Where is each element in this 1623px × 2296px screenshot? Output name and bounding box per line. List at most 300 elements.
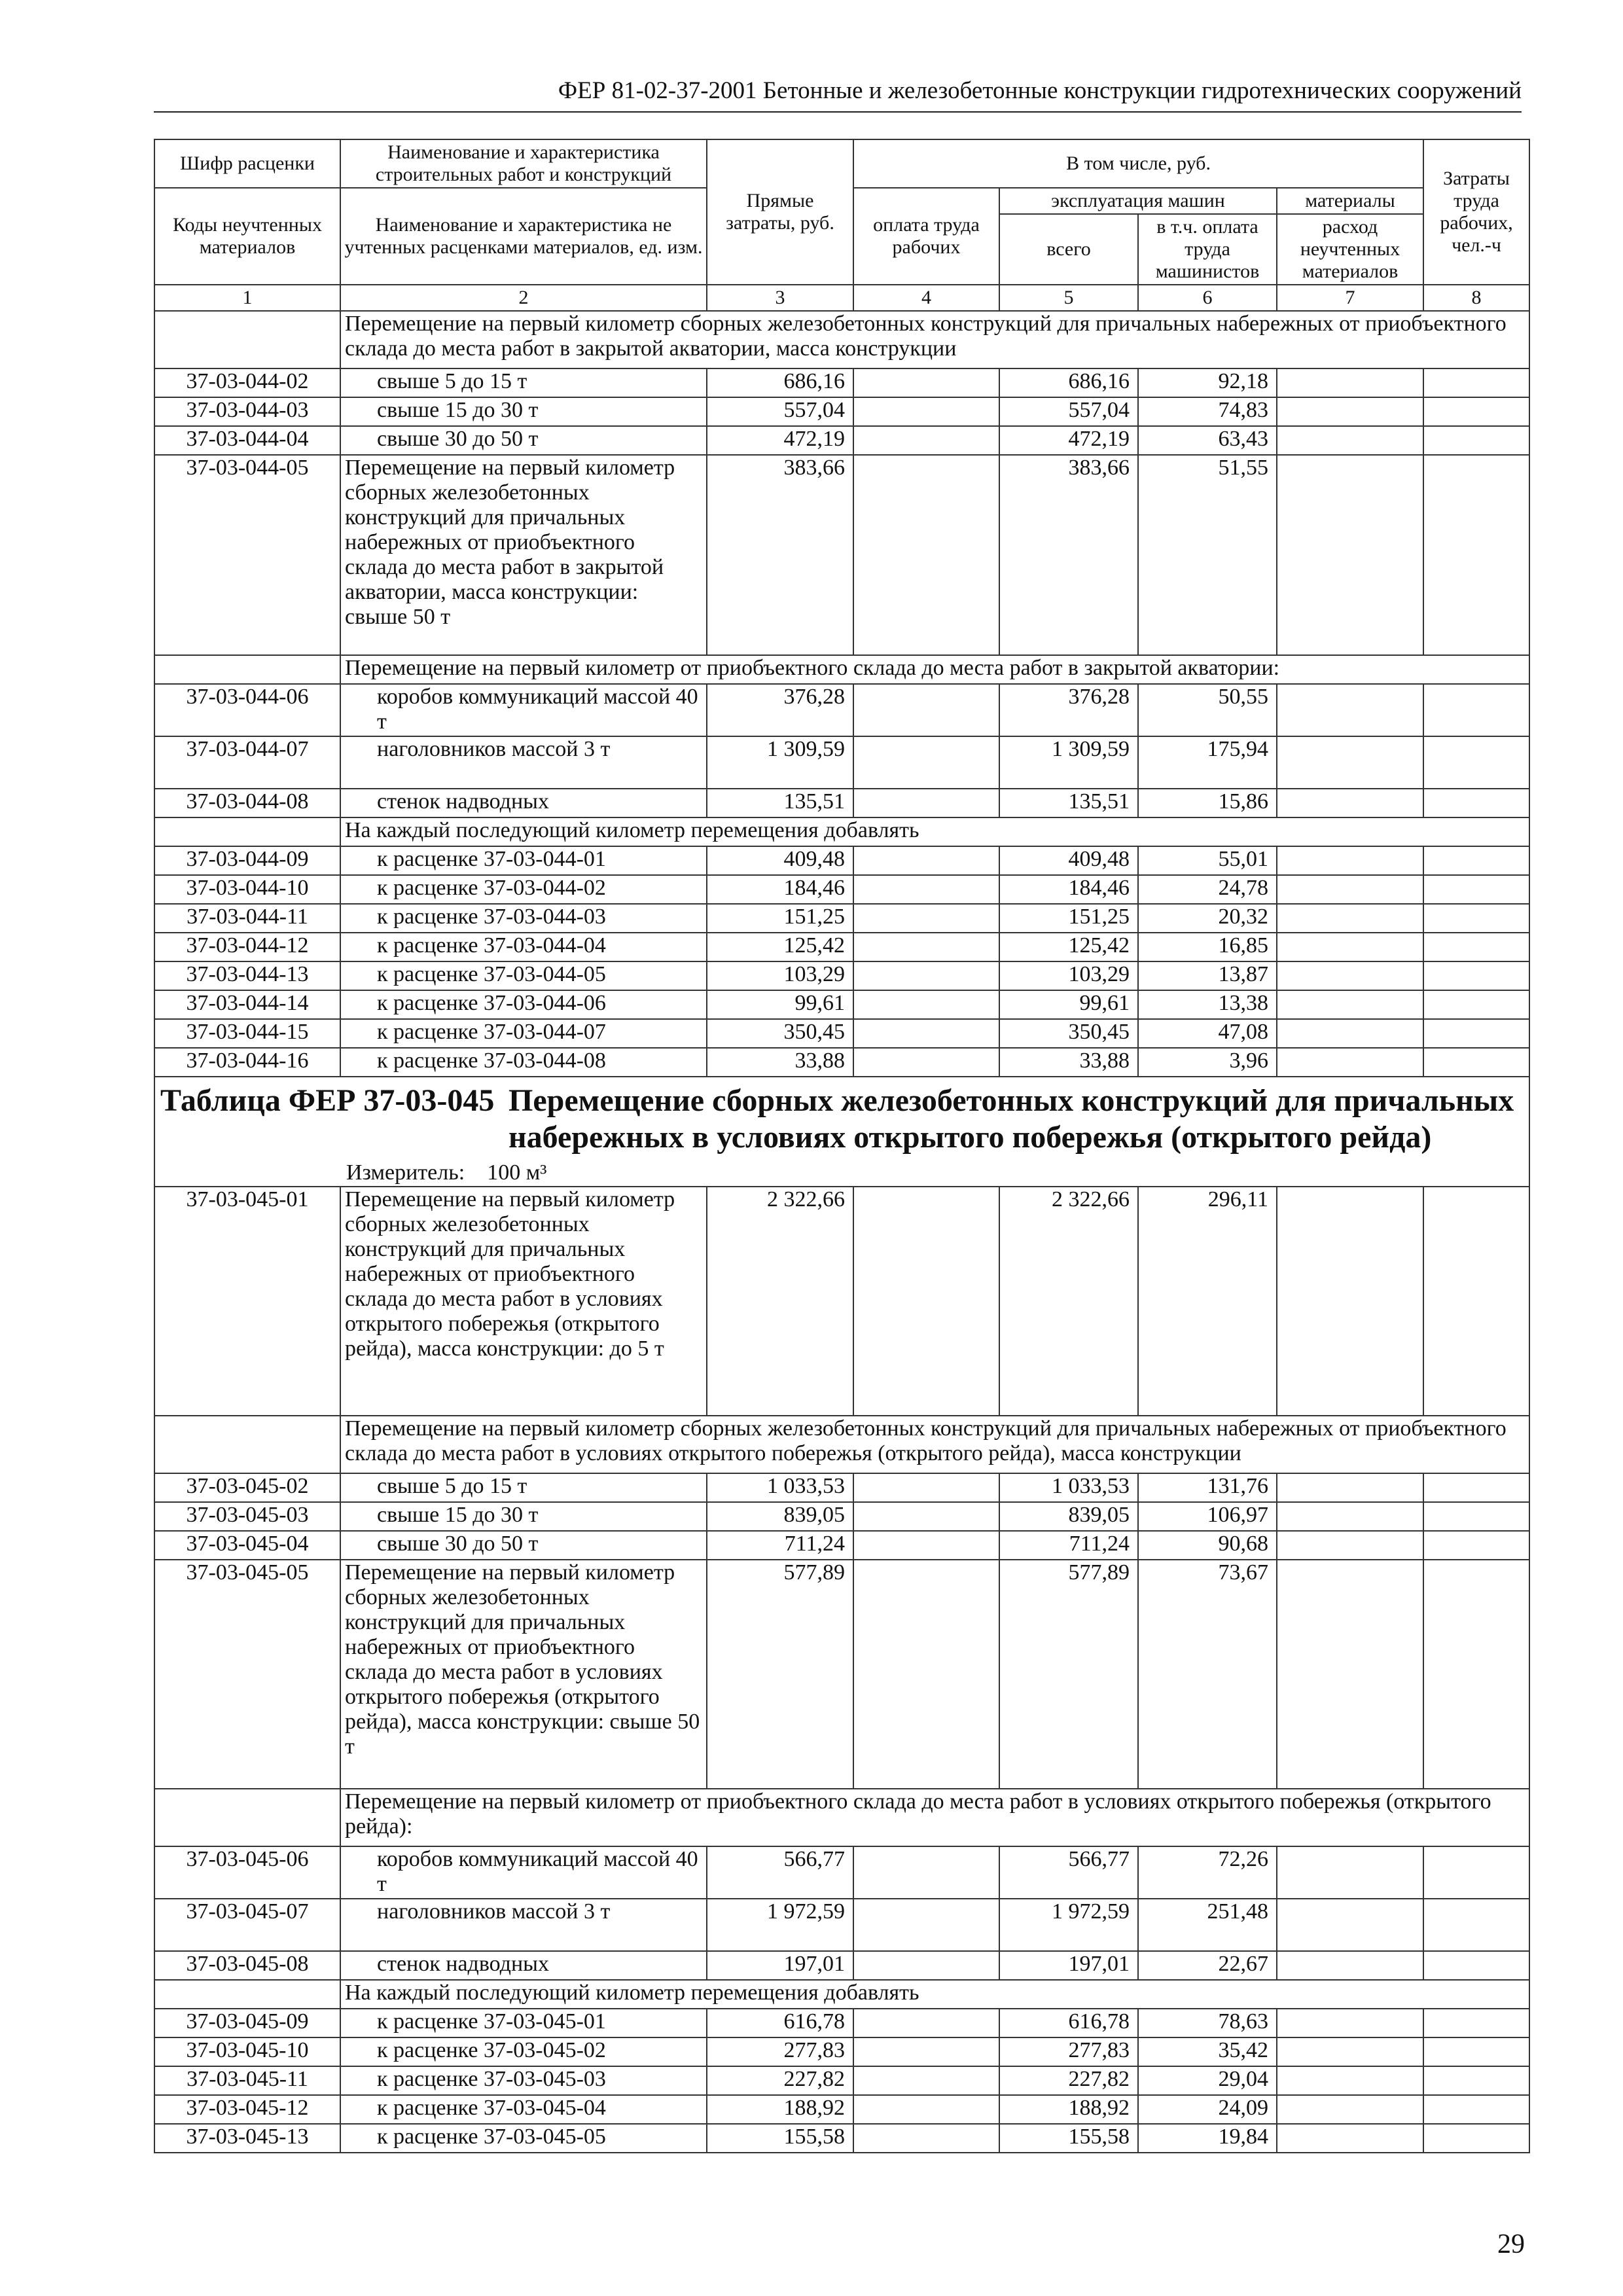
machines-incl: 296,11	[1138, 1187, 1277, 1416]
th-machines-incl: в т.ч. оплата труда машинистов	[1138, 214, 1277, 285]
materials-cell	[1277, 1502, 1423, 1531]
machines-total: 383,66	[999, 455, 1138, 655]
machines-total: 33,88	[999, 1048, 1138, 1077]
labor-cell	[1423, 875, 1529, 904]
table-row	[154, 736, 1529, 789]
table-row	[154, 961, 1529, 990]
rate-code: 37-03-044-16	[154, 1048, 340, 1077]
labor-pay-cell	[853, 961, 999, 990]
rate-name: свыше 5 до 15 т	[340, 1473, 707, 1502]
section-row	[154, 817, 1529, 846]
machines-incl: 251,48	[1138, 1899, 1277, 1951]
direct-cost: 472,19	[707, 426, 853, 455]
materials-cell	[1277, 2037, 1423, 2066]
th-incl: В том числе, руб.	[853, 139, 1423, 188]
section-text: Перемещение на первый километр от приобъектного склада до места работ в закрытой акватории:	[340, 655, 1529, 684]
machines-incl: 13,87	[1138, 961, 1277, 990]
machines-total: 616,78	[999, 2009, 1138, 2037]
rate-name: к расценке 37-03-044-08	[340, 1048, 707, 1077]
table-row	[154, 789, 1529, 817]
labor-cell	[1423, 1502, 1529, 1531]
labor-pay-cell	[853, 684, 999, 736]
machines-total: 135,51	[999, 789, 1138, 817]
labor-pay-cell	[853, 1048, 999, 1077]
machines-incl: 55,01	[1138, 846, 1277, 875]
labor-pay-cell	[853, 736, 999, 789]
materials-cell	[1277, 455, 1423, 655]
rate-name: наголовников массой 3 т	[340, 1899, 707, 1951]
labor-cell	[1423, 990, 1529, 1019]
section-text: На каждый последующий километр перемещения добавлять	[340, 1980, 1529, 2009]
rate-name: к расценке 37-03-044-02	[340, 875, 707, 904]
machines-total: 103,29	[999, 961, 1138, 990]
section-row	[154, 1789, 1529, 1846]
machines-incl: 19,84	[1138, 2124, 1277, 2153]
machines-total: 350,45	[999, 1019, 1138, 1048]
machines-total: 227,82	[999, 2066, 1138, 2095]
direct-cost: 227,82	[707, 2066, 853, 2095]
th-num: 7	[1277, 285, 1423, 311]
machines-total: 839,05	[999, 1502, 1138, 1531]
direct-cost: 1 033,53	[707, 1473, 853, 1502]
labor-pay-cell	[853, 904, 999, 933]
direct-cost: 383,66	[707, 455, 853, 655]
rate-name: стенок надводных	[340, 1951, 707, 1980]
labor-pay-cell	[853, 426, 999, 455]
materials-cell	[1277, 1473, 1423, 1502]
labor-cell	[1423, 1899, 1529, 1951]
materials-cell	[1277, 684, 1423, 736]
labor-pay-cell	[853, 1187, 999, 1416]
machines-total: 1 309,59	[999, 736, 1138, 789]
direct-cost: 125,42	[707, 933, 853, 961]
table-row	[154, 933, 1529, 961]
rate-code: 37-03-045-09	[154, 2009, 340, 2037]
table-row	[154, 684, 1529, 736]
machines-incl: 72,26	[1138, 1846, 1277, 1899]
machines-total: 184,46	[999, 875, 1138, 904]
rate-code: 37-03-045-01	[154, 1187, 340, 1416]
rate-code: 37-03-044-14	[154, 990, 340, 1019]
machines-total: 566,77	[999, 1846, 1138, 1899]
labor-pay-cell	[853, 990, 999, 1019]
machines-total: 2 322,66	[999, 1187, 1138, 1416]
rate-name: к расценке 37-03-045-01	[340, 2009, 707, 2037]
labor-pay-cell	[853, 2037, 999, 2066]
table-row	[154, 2066, 1529, 2095]
labor-cell	[1423, 2124, 1529, 2153]
direct-cost: 151,25	[707, 904, 853, 933]
machines-total: 99,61	[999, 990, 1138, 1019]
machines-incl: 20,32	[1138, 904, 1277, 933]
materials-cell	[1277, 875, 1423, 904]
machines-total: 711,24	[999, 1531, 1138, 1560]
labor-cell	[1423, 1019, 1529, 1048]
labor-cell	[1423, 933, 1529, 961]
th-labor: Затраты труда рабочих, чел.-ч	[1423, 139, 1529, 285]
labor-cell	[1423, 961, 1529, 990]
rate-code: 37-03-044-05	[154, 455, 340, 655]
running-header: ФЕР 81-02-37-2001 Бетонные и железобетонные конструкции гидротехнических сооружений	[154, 71, 1522, 113]
table-row	[154, 904, 1529, 933]
labor-cell	[1423, 2095, 1529, 2124]
rate-code: 37-03-045-07	[154, 1899, 340, 1951]
rate-code: 37-03-045-08	[154, 1951, 340, 1980]
rate-name: к расценке 37-03-045-02	[340, 2037, 707, 2066]
section-text: Перемещение на первый километр от приобъектного склада до места работ в условиях открытого побережья (открытого рейда):	[340, 1789, 1529, 1846]
th-num: 3	[707, 285, 853, 311]
section-code-cell	[154, 1980, 340, 2009]
section-text: На каждый последующий километр перемещения добавлять	[340, 817, 1529, 846]
labor-pay-cell	[853, 875, 999, 904]
machines-total: 1 972,59	[999, 1899, 1138, 1951]
direct-cost: 197,01	[707, 1951, 853, 1980]
section-code-cell	[154, 311, 340, 368]
th-num: 2	[340, 285, 707, 311]
direct-cost: 577,89	[707, 1560, 853, 1789]
th-num: 4	[853, 285, 999, 311]
machines-incl: 175,94	[1138, 736, 1277, 789]
rate-code: 37-03-044-04	[154, 426, 340, 455]
rate-code: 37-03-044-08	[154, 789, 340, 817]
th-machines: эксплуатация машин	[999, 188, 1277, 214]
table-row	[154, 1899, 1529, 1951]
machines-incl: 16,85	[1138, 933, 1277, 961]
direct-cost: 557,04	[707, 397, 853, 426]
rate-name: к расценке 37-03-044-03	[340, 904, 707, 933]
table-row	[154, 1951, 1529, 1980]
th-num: 1	[154, 285, 340, 311]
machines-incl: 63,43	[1138, 426, 1277, 455]
machines-total: 151,25	[999, 904, 1138, 933]
machines-incl: 74,83	[1138, 397, 1277, 426]
materials-cell	[1277, 1846, 1423, 1899]
rate-code: 37-03-045-10	[154, 2037, 340, 2066]
labor-cell	[1423, 2037, 1529, 2066]
section-row	[154, 655, 1529, 684]
labor-pay-cell	[853, 789, 999, 817]
machines-incl: 35,42	[1138, 2037, 1277, 2066]
rate-name: Перемещение на первый километр сборных железобетонных конструкций для причальных набережных от приобъектного склада до места работ в условиях открытого побережья (открытого рейда), масса конструкции: свыше 50 т	[340, 1560, 707, 1789]
rate-code: 37-03-044-09	[154, 846, 340, 875]
labor-cell	[1423, 1951, 1529, 1980]
machines-total: 472,19	[999, 426, 1138, 455]
machines-incl: 73,67	[1138, 1560, 1277, 1789]
rate-name: Перемещение на первый километр сборных железобетонных конструкций для причальных набережных от приобъектного склада до места работ в условиях открытого побережья (открытого рейда), масса конструкции: до 5 т	[340, 1187, 707, 1416]
machines-total: 557,04	[999, 397, 1138, 426]
machines-incl: 15,86	[1138, 789, 1277, 817]
table-row	[154, 2095, 1529, 2124]
machines-total: 577,89	[999, 1560, 1138, 1789]
th-num: 8	[1423, 285, 1529, 311]
page-number: 29	[1497, 2229, 1525, 2259]
table-title: Перемещение сборных железобетонных конструкций для причальных набережных в условиях открытого побережья (открытого рейда)	[508, 1083, 1514, 1155]
labor-cell	[1423, 2009, 1529, 2037]
th-code-bottom: Коды неучтенных материалов	[154, 188, 340, 285]
materials-cell	[1277, 933, 1423, 961]
direct-cost: 616,78	[707, 2009, 853, 2037]
labor-pay-cell	[853, 1473, 999, 1502]
rate-name: к расценке 37-03-045-05	[340, 2124, 707, 2153]
rate-name: свыше 30 до 50 т	[340, 426, 707, 455]
rate-code: 37-03-045-03	[154, 1502, 340, 1531]
labor-cell	[1423, 684, 1529, 736]
table-row	[154, 1187, 1529, 1416]
th-num: 5	[999, 285, 1138, 311]
materials-cell	[1277, 1048, 1423, 1077]
direct-cost: 409,48	[707, 846, 853, 875]
labor-pay-cell	[853, 1951, 999, 1980]
labor-pay-cell	[853, 2066, 999, 2095]
rate-name: стенок надводных	[340, 789, 707, 817]
labor-cell	[1423, 397, 1529, 426]
rate-code: 37-03-045-04	[154, 1531, 340, 1560]
table-row	[154, 397, 1529, 426]
labor-cell	[1423, 904, 1529, 933]
th-materials: материалы	[1277, 188, 1423, 214]
table-heading	[155, 1077, 1529, 1160]
rate-name: наголовников массой 3 т	[340, 736, 707, 789]
machines-incl: 51,55	[1138, 455, 1277, 655]
table-heading-cell	[154, 1077, 1529, 1187]
machines-total: 376,28	[999, 684, 1138, 736]
labor-cell	[1423, 368, 1529, 397]
machines-incl: 29,04	[1138, 2066, 1277, 2095]
labor-pay-cell	[853, 1531, 999, 1560]
machines-incl: 24,09	[1138, 2095, 1277, 2124]
table-row	[154, 455, 1529, 655]
labor-pay-cell	[853, 846, 999, 875]
th-code-top: Шифр расценки	[154, 139, 340, 188]
rate-name: к расценке 37-03-044-04	[340, 933, 707, 961]
materials-cell	[1277, 2009, 1423, 2037]
rate-code: 37-03-045-05	[154, 1560, 340, 1789]
materials-cell	[1277, 990, 1423, 1019]
table-heading-row	[154, 1077, 1529, 1187]
labor-cell	[1423, 789, 1529, 817]
table-row	[154, 1502, 1529, 1531]
rate-name: к расценке 37-03-044-05	[340, 961, 707, 990]
materials-cell	[1277, 1560, 1423, 1789]
materials-cell	[1277, 1019, 1423, 1048]
rate-name: свыше 15 до 30 т	[340, 397, 707, 426]
rate-name: коробов коммуникаций массой 40 т	[340, 1846, 707, 1899]
materials-cell	[1277, 2095, 1423, 2124]
section-row	[154, 311, 1529, 368]
measure-line	[155, 1160, 1529, 1186]
labor-pay-cell	[853, 397, 999, 426]
rate-name: к расценке 37-03-044-06	[340, 990, 707, 1019]
price-table	[154, 139, 1530, 2153]
machines-incl: 106,97	[1138, 1502, 1277, 1531]
rate-code: 37-03-045-02	[154, 1473, 340, 1502]
table-row	[154, 368, 1529, 397]
th-labor-pay: оплата труда рабочих	[853, 188, 999, 285]
labor-cell	[1423, 846, 1529, 875]
labor-pay-cell	[853, 455, 999, 655]
th-name-top: Наименование и характеристика строительных работ и конструкций	[340, 139, 707, 188]
materials-cell	[1277, 1951, 1423, 1980]
materials-cell	[1277, 2124, 1423, 2153]
labor-cell	[1423, 1048, 1529, 1077]
labor-pay-cell	[853, 933, 999, 961]
rate-code: 37-03-044-10	[154, 875, 340, 904]
labor-cell	[1423, 455, 1529, 655]
labor-pay-cell	[853, 2009, 999, 2037]
direct-cost: 711,24	[707, 1531, 853, 1560]
rate-code: 37-03-044-06	[154, 684, 340, 736]
rate-code: 37-03-044-11	[154, 904, 340, 933]
machines-incl: 131,76	[1138, 1473, 1277, 1502]
labor-pay-cell	[853, 1846, 999, 1899]
direct-cost: 188,92	[707, 2095, 853, 2124]
rate-name: свыше 5 до 15 т	[340, 368, 707, 397]
materials-cell	[1277, 789, 1423, 817]
section-code-cell	[154, 817, 340, 846]
direct-cost: 839,05	[707, 1502, 853, 1531]
materials-cell	[1277, 1187, 1423, 1416]
labor-pay-cell	[853, 1560, 999, 1789]
table-row	[154, 2037, 1529, 2066]
machines-total: 409,48	[999, 846, 1138, 875]
labor-cell	[1423, 1187, 1529, 1416]
materials-cell	[1277, 961, 1423, 990]
section-text: Перемещение на первый километр сборных железобетонных конструкций для причальных набережных от приобъектного склада до места работ в закрытой акватории, масса конструкции	[340, 311, 1529, 368]
materials-cell	[1277, 397, 1423, 426]
rate-name: свыше 30 до 50 т	[340, 1531, 707, 1560]
machines-incl: 22,67	[1138, 1951, 1277, 1980]
machines-incl: 3,96	[1138, 1048, 1277, 1077]
labor-pay-cell	[853, 1502, 999, 1531]
rate-code: 37-03-045-12	[154, 2095, 340, 2124]
machines-incl: 47,08	[1138, 1019, 1277, 1048]
direct-cost: 277,83	[707, 2037, 853, 2066]
direct-cost: 566,77	[707, 1846, 853, 1899]
rate-name: к расценке 37-03-044-01	[340, 846, 707, 875]
materials-cell	[1277, 904, 1423, 933]
materials-cell	[1277, 1899, 1423, 1951]
labor-cell	[1423, 1473, 1529, 1502]
section-row	[154, 1416, 1529, 1473]
materials-cell	[1277, 736, 1423, 789]
machines-total: 188,92	[999, 2095, 1138, 2124]
table-row	[154, 1473, 1529, 1502]
section-row	[154, 1980, 1529, 2009]
table-row	[154, 2124, 1529, 2153]
materials-cell	[1277, 368, 1423, 397]
machines-total: 125,42	[999, 933, 1138, 961]
rate-name: свыше 15 до 30 т	[340, 1502, 707, 1531]
measure-label: Измеритель:	[346, 1160, 465, 1185]
rate-name: к расценке 37-03-044-07	[340, 1019, 707, 1048]
materials-cell	[1277, 2066, 1423, 2095]
rate-code: 37-03-044-13	[154, 961, 340, 990]
rate-name: к расценке 37-03-045-03	[340, 2066, 707, 2095]
th-name-bottom: Наименование и характеристика не учтенных расценками материалов, ед. изм.	[340, 188, 707, 285]
labor-cell	[1423, 1560, 1529, 1789]
machines-total: 277,83	[999, 2037, 1138, 2066]
machines-incl: 50,55	[1138, 684, 1277, 736]
table-code: Таблица ФЕР 37-03-045	[160, 1083, 495, 1118]
table-row	[154, 1846, 1529, 1899]
rate-code: 37-03-045-11	[154, 2066, 340, 2095]
direct-cost: 350,45	[707, 1019, 853, 1048]
machines-incl: 92,18	[1138, 368, 1277, 397]
measure-value: 100 м³	[487, 1160, 547, 1185]
rate-code: 37-03-044-12	[154, 933, 340, 961]
table-row	[154, 2009, 1529, 2037]
direct-cost: 99,61	[707, 990, 853, 1019]
table-row	[154, 426, 1529, 455]
table-row	[154, 875, 1529, 904]
direct-cost: 184,46	[707, 875, 853, 904]
machines-total: 155,58	[999, 2124, 1138, 2153]
labor-pay-cell	[853, 1899, 999, 1951]
labor-cell	[1423, 736, 1529, 789]
section-code-cell	[154, 1416, 340, 1473]
labor-cell	[1423, 1846, 1529, 1899]
rate-code: 37-03-044-03	[154, 397, 340, 426]
labor-pay-cell	[853, 368, 999, 397]
direct-cost: 1 972,59	[707, 1899, 853, 1951]
machines-total: 686,16	[999, 368, 1138, 397]
direct-cost: 155,58	[707, 2124, 853, 2153]
machines-incl: 90,68	[1138, 1531, 1277, 1560]
rate-code: 37-03-045-13	[154, 2124, 340, 2153]
rate-name: коробов коммуникаций массой 40 т	[340, 684, 707, 736]
table-row	[154, 1560, 1529, 1789]
th-machines-total: всего	[999, 214, 1138, 285]
labor-pay-cell	[853, 2124, 999, 2153]
th-direct: Прямые затраты, руб.	[707, 139, 853, 285]
labor-cell	[1423, 2066, 1529, 2095]
rate-code: 37-03-044-15	[154, 1019, 340, 1048]
machines-incl: 78,63	[1138, 2009, 1277, 2037]
rate-name: к расценке 37-03-045-04	[340, 2095, 707, 2124]
table-row	[154, 846, 1529, 875]
table-row	[154, 990, 1529, 1019]
direct-cost: 103,29	[707, 961, 853, 990]
table-row	[154, 1048, 1529, 1077]
section-text: Перемещение на первый километр сборных железобетонных конструкций для причальных набережных от приобъектного склада до места работ в условиях открытого побережья (открытого рейда), масса конструкции	[340, 1416, 1529, 1473]
labor-pay-cell	[853, 2095, 999, 2124]
machines-incl: 13,38	[1138, 990, 1277, 1019]
machines-incl: 24,78	[1138, 875, 1277, 904]
rate-code: 37-03-044-07	[154, 736, 340, 789]
section-code-cell	[154, 655, 340, 684]
table-row	[154, 1019, 1529, 1048]
machines-total: 1 033,53	[999, 1473, 1138, 1502]
th-materials-sub: расход неучтенных материалов	[1277, 214, 1423, 285]
table-row	[154, 1531, 1529, 1560]
direct-cost: 1 309,59	[707, 736, 853, 789]
rate-name: Перемещение на первый километр сборных железобетонных конструкций для причальных набережных от приобъектного склада до места работ в закрытой акватории, масса конструкции: свыше 50 т	[340, 455, 707, 655]
rate-code: 37-03-044-02	[154, 368, 340, 397]
rate-code: 37-03-045-06	[154, 1846, 340, 1899]
direct-cost: 2 322,66	[707, 1187, 853, 1416]
direct-cost: 135,51	[707, 789, 853, 817]
machines-total: 197,01	[999, 1951, 1138, 1980]
materials-cell	[1277, 1531, 1423, 1560]
labor-cell	[1423, 1531, 1529, 1560]
labor-pay-cell	[853, 1019, 999, 1048]
labor-cell	[1423, 426, 1529, 455]
materials-cell	[1277, 846, 1423, 875]
direct-cost: 376,28	[707, 684, 853, 736]
materials-cell	[1277, 426, 1423, 455]
th-num: 6	[1138, 285, 1277, 311]
section-code-cell	[154, 1789, 340, 1846]
